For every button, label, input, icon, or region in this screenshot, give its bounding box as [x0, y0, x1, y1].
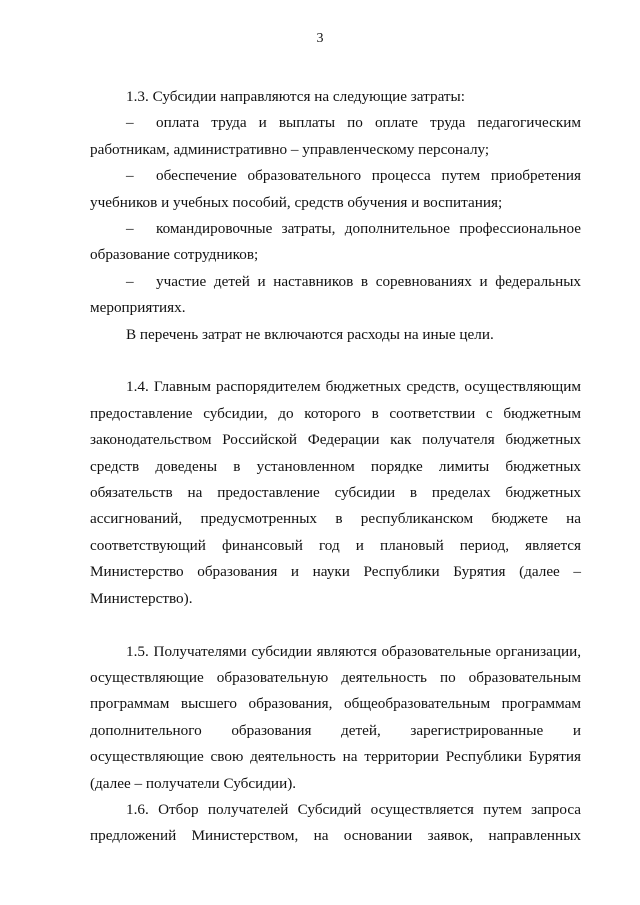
document-body	[90, 84, 581, 850]
section-1-6: 1.6. Отбор получателей Субсидий осуществляется путем запроса предложений Министерством, на основании заявок, направленных	[90, 800, 581, 845]
section-1-3-intro: 1.3. Субсидии направляются на следующие затраты:	[126, 88, 465, 105]
list-dash: –	[126, 167, 134, 185]
list-item-text: участие детей и наставников в соревнованиях и федеральных мероприятиях.	[90, 272, 581, 317]
list-item	[90, 163, 581, 216]
list-dash: –	[126, 114, 134, 132]
list-item-text: обеспечение образовательного процесса путем приобретения учебников и учебных пособий, средств обучения и воспитания;	[90, 167, 581, 211]
list-dash: –	[126, 220, 134, 238]
list-item	[90, 216, 581, 269]
list-item-text: оплата труда и выплаты по оплате труда педагогическим работникам, административно – управленческому персоналу;	[90, 114, 581, 158]
list-item	[90, 269, 581, 322]
list-item	[90, 110, 581, 163]
list-dash: –	[126, 272, 134, 290]
list-item-text: командировочные затраты, дополнительное профессиональное образование сотрудников;	[90, 220, 581, 264]
page-number: 3	[316, 31, 324, 46]
section-1-3-closing: В перечень затрат не включаются расходы на иные цели.	[126, 325, 494, 343]
section-1-4: 1.4. Главным распорядителем бюджетных средств, осуществляющим предоставление субсидии, до которого в соответствии с бюджетным законодательством Российской Федерации как получателя бюджетных средств доведены в установленном порядке лимиты бюджетных обязательств на предоставление субсидии в пределах бюджетных ассигнований, предусмотренных в республиканском бюджете на соответствующий финансовый год и плановый период, является Министерство образования и науки Республики Бурятия (далее – Министерство).	[90, 378, 581, 607]
section-1-5: 1.5. Получателями субсидии являются образовательные организации, осуществляющие образовательную деятельность по образовательным программам высшего образования, общеобразовательным программам дополнительного образования детей, зарегистрированные и осуществляющие свою деятельность на территории Республики Бурятия (далее – получатели Субсидии).	[90, 642, 581, 792]
